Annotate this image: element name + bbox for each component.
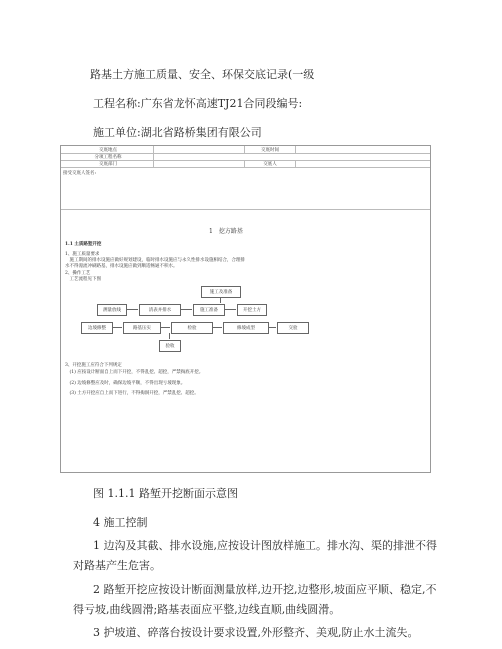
figure-caption: 图 1.1.1 路堑开挖断面示意图 — [93, 487, 238, 500]
flow-box: 施工及准备 — [201, 286, 241, 298]
form-text: 工艺流程见下图 — [65, 277, 101, 282]
form-text: 1、施工质量要求 — [65, 252, 100, 257]
form-text: 2、操作工艺 — [65, 271, 91, 276]
form-cell — [243, 160, 296, 167]
form-cell — [152, 146, 245, 153]
flow-box: 交验 — [277, 322, 309, 334]
flow-arrow — [112, 327, 122, 328]
project-name: 工程名称:广东省龙怀高速TJ21合同段编号: — [93, 97, 303, 110]
flow-arrow — [160, 327, 170, 328]
flow-box: 检验 — [171, 322, 213, 334]
flow-box: 测量放线 — [97, 304, 127, 316]
flow-arrow — [180, 309, 192, 310]
form-cell — [243, 146, 296, 153]
flow-arrow — [268, 327, 276, 328]
flow-box: 清表并排水 — [139, 304, 181, 316]
paragraph: 1 边沟及其截、排水设施,应按设计图放样施工。排水沟、渠的排泄不得对路基产生危害。 — [73, 539, 437, 572]
flow-box: 验收 — [159, 340, 181, 352]
form-cell — [61, 153, 154, 160]
form-text: 3、开挖施工应符合下列规定 — [65, 363, 122, 368]
flow-arrow — [169, 333, 170, 339]
form-label: 交底部门 — [99, 161, 117, 167]
paragraph: 3 护坡道、碎落台按设计要求设置,外形整齐、美观,防止水土流失。 — [93, 626, 419, 639]
form-cell — [61, 146, 154, 153]
form-label: 接受交底人签名: — [63, 171, 97, 176]
flow-arrow — [224, 309, 236, 310]
paragraph: 2 路堑开挖应按设计断面测量放样,边开挖,边整形,坡面应平顺、稳定,不得亏坡,曲线圆滑;路基表面应平整,边线直顺,曲线圆滑。 — [73, 583, 437, 616]
section-heading: 4 施工控制 — [93, 516, 148, 529]
form-cell — [152, 160, 245, 167]
section-heading: 1 挖方路基 — [209, 228, 243, 235]
flow-box: 修坡成型 — [223, 322, 269, 334]
flow-box: 开挖土方 — [237, 304, 267, 316]
form-row — [61, 167, 430, 210]
form-label: 交底人 — [263, 161, 277, 167]
flow-arrow — [126, 309, 138, 310]
form-text: (2) 边坡修整应及时，确保边坡平顺，不得出现亏坡现象。 — [65, 381, 186, 386]
form-text: 施工期间的排水设施应做好规划建设，临时排水设施应与永久性排水设施相结合，合理排 — [65, 258, 245, 263]
form-label: 分项工程名称 — [94, 154, 122, 160]
flow-arrow — [212, 327, 222, 328]
form-text: 水不得漫流冲刷路基，排水设施应做到顺适畅通不积水。 — [65, 264, 178, 269]
form-label: 交底时间 — [261, 147, 279, 153]
form-text: (3) 土方开挖应自上而下进行，不得掏洞开挖，严禁乱挖、超挖。 — [65, 391, 199, 396]
form-text: (1) 应按设计断面自上而下开挖，不得乱挖、超挖，严禁掏底开挖。 — [65, 370, 204, 375]
document-title: 路基土方施工质量、安全、环保交底记录(一级 — [90, 68, 315, 81]
construction-unit: 施工单位:湖北省路桥集团有限公司 — [93, 126, 262, 139]
flow-box: 边坡修整 — [81, 322, 113, 334]
form-label: 交底地点 — [99, 147, 117, 153]
disclosure-form-image — [60, 145, 431, 473]
subsection-heading: 1.1 土质路堑开挖 — [65, 242, 102, 247]
flow-arrow — [220, 297, 221, 303]
flow-box: 路基压实 — [123, 322, 161, 334]
form-cell — [61, 160, 154, 167]
flow-box: 施工准备 — [193, 304, 225, 316]
